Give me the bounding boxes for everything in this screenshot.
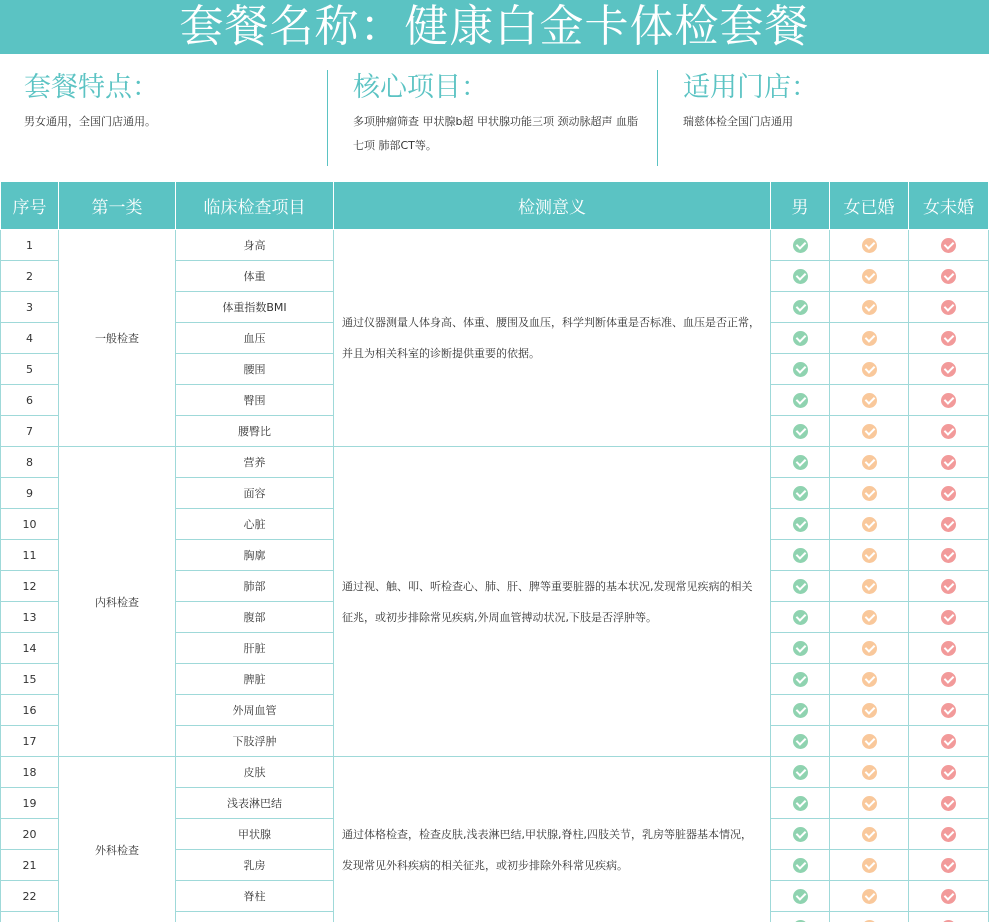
row-number: 1: [1, 230, 59, 261]
check-circle-icon: [862, 455, 877, 470]
row-number: 18: [1, 757, 59, 788]
divider: [327, 70, 328, 166]
row-number: 3: [1, 292, 59, 323]
row-number: 12: [1, 571, 59, 602]
check-circle-icon: [941, 455, 956, 470]
check-circle-icon: [862, 827, 877, 842]
check-circle-icon: [793, 269, 808, 284]
row-number: 17: [1, 726, 59, 757]
male-check-cell: [771, 819, 830, 850]
female-married-check-cell: [830, 881, 909, 912]
check-circle-icon: [862, 486, 877, 501]
row-number: 6: [1, 385, 59, 416]
package-features: [0, 54, 989, 182]
exam-item: 体重: [176, 261, 334, 292]
exam-item: [176, 912, 334, 922]
check-circle-icon: [793, 827, 808, 842]
male-check-cell: [771, 509, 830, 540]
female-unmarried-check-cell: [909, 664, 989, 695]
header-meaning: 检测意义: [334, 182, 771, 230]
male-check-cell: [771, 757, 830, 788]
check-circle-icon: [793, 300, 808, 315]
row-number: 7: [1, 416, 59, 447]
feature-text: 多项肿瘤筛查 甲状腺b超 甲状腺功能三项 颈动脉超声 血脂七项 肺部CT等。: [353, 115, 638, 152]
female-unmarried-check-cell: [909, 230, 989, 261]
male-check-cell: [771, 416, 830, 447]
check-circle-icon: [793, 362, 808, 377]
female-unmarried-check-cell: [909, 385, 989, 416]
header-category: 第一类: [59, 182, 176, 230]
check-circle-icon: [793, 579, 808, 594]
row-number: 13: [1, 602, 59, 633]
female-unmarried-check-cell: [909, 788, 989, 819]
feature-block-stores: [683, 70, 973, 166]
female-married-check-cell: [830, 540, 909, 571]
check-circle-icon: [862, 269, 877, 284]
check-circle-icon: [862, 796, 877, 811]
check-circle-icon: [862, 548, 877, 563]
male-check-cell: [771, 726, 830, 757]
check-circle-icon: [941, 331, 956, 346]
row-number: 5: [1, 354, 59, 385]
female-married-check-cell: [830, 602, 909, 633]
check-circle-icon: [941, 858, 956, 873]
check-circle-icon: [862, 858, 877, 873]
exam-item: 面容: [176, 478, 334, 509]
exam-table: [0, 182, 989, 922]
female-unmarried-check-cell: [909, 633, 989, 664]
check-circle-icon: [793, 455, 808, 470]
female-married-check-cell: [830, 757, 909, 788]
exam-item: 体重指数BMI: [176, 292, 334, 323]
row-number: 20: [1, 819, 59, 850]
check-circle-icon: [793, 238, 808, 253]
female-married-check-cell: [830, 664, 909, 695]
exam-item: 乳房: [176, 850, 334, 881]
table-row: [1, 757, 989, 788]
check-circle-icon: [941, 238, 956, 253]
exam-item: 腰臀比: [176, 416, 334, 447]
female-married-check-cell: [830, 354, 909, 385]
check-circle-icon: [862, 672, 877, 687]
male-check-cell: [771, 354, 830, 385]
check-circle-icon: [862, 300, 877, 315]
female-unmarried-check-cell: [909, 323, 989, 354]
female-unmarried-check-cell: [909, 354, 989, 385]
female-unmarried-check-cell: [909, 602, 989, 633]
meaning-cell: 通过体格检查，检查皮肤,浅表淋巴结,甲状腺,脊柱,四肢关节，乳房等脏器基本情况，发现常见外科疾病的相关征兆，或初步排除外科常见疾病。: [334, 757, 771, 922]
category-cell: 内科检查: [59, 447, 176, 757]
check-circle-icon: [793, 796, 808, 811]
feature-block-core-items: [353, 70, 645, 166]
row-number: 21: [1, 850, 59, 881]
check-circle-icon: [793, 331, 808, 346]
check-circle-icon: [862, 579, 877, 594]
header-male: 男: [771, 182, 830, 230]
check-circle-icon: [941, 269, 956, 284]
male-check-cell: [771, 695, 830, 726]
exam-item: 胸廓: [176, 540, 334, 571]
check-circle-icon: [941, 672, 956, 687]
male-check-cell: [771, 850, 830, 881]
feature-heading: 核心项目：: [353, 72, 488, 103]
male-check-cell: [771, 912, 830, 922]
check-circle-icon: [941, 610, 956, 625]
check-circle-icon: [793, 517, 808, 532]
female-unmarried-check-cell: [909, 478, 989, 509]
check-circle-icon: [862, 703, 877, 718]
female-unmarried-check-cell: [909, 757, 989, 788]
exam-item: 腰围: [176, 354, 334, 385]
row-number: 2: [1, 261, 59, 292]
row-number: [1, 912, 59, 922]
row-number: 16: [1, 695, 59, 726]
male-check-cell: [771, 478, 830, 509]
table-row: [1, 447, 989, 478]
category-cell: 外科检查: [59, 757, 176, 922]
feature-heading: 适用门店：: [683, 72, 818, 103]
check-circle-icon: [941, 641, 956, 656]
exam-item: 浅表淋巴结: [176, 788, 334, 819]
check-circle-icon: [793, 765, 808, 780]
check-circle-icon: [793, 610, 808, 625]
check-circle-icon: [862, 517, 877, 532]
male-check-cell: [771, 602, 830, 633]
male-check-cell: [771, 633, 830, 664]
female-married-check-cell: [830, 695, 909, 726]
male-check-cell: [771, 664, 830, 695]
check-circle-icon: [862, 238, 877, 253]
check-circle-icon: [862, 424, 877, 439]
check-circle-icon: [941, 393, 956, 408]
feature-block-characteristics: [24, 70, 314, 166]
row-number: 14: [1, 633, 59, 664]
check-circle-icon: [793, 486, 808, 501]
female-unmarried-check-cell: [909, 509, 989, 540]
check-circle-icon: [862, 393, 877, 408]
exam-item: 下肢浮肿: [176, 726, 334, 757]
female-unmarried-check-cell: [909, 292, 989, 323]
header-female-unmarried: 女未婚: [909, 182, 989, 230]
table-row: [1, 230, 989, 261]
check-circle-icon: [793, 889, 808, 904]
exam-item: 血压: [176, 323, 334, 354]
exam-item: 肝脏: [176, 633, 334, 664]
female-married-check-cell: [830, 447, 909, 478]
check-circle-icon: [941, 517, 956, 532]
exam-item: 腹部: [176, 602, 334, 633]
male-check-cell: [771, 261, 830, 292]
female-married-check-cell: [830, 571, 909, 602]
check-circle-icon: [941, 827, 956, 842]
check-circle-icon: [793, 734, 808, 749]
check-circle-icon: [941, 300, 956, 315]
header-female-married: 女已婚: [830, 182, 909, 230]
male-check-cell: [771, 881, 830, 912]
feature-heading: 套餐特点：: [24, 72, 159, 103]
female-unmarried-check-cell: [909, 261, 989, 292]
check-circle-icon: [862, 765, 877, 780]
header-no: 序号: [1, 182, 59, 230]
check-circle-icon: [941, 889, 956, 904]
male-check-cell: [771, 540, 830, 571]
female-married-check-cell: [830, 292, 909, 323]
check-circle-icon: [793, 548, 808, 563]
row-number: 8: [1, 447, 59, 478]
female-unmarried-check-cell: [909, 416, 989, 447]
row-number: 9: [1, 478, 59, 509]
female-married-check-cell: [830, 912, 909, 922]
exam-item: 臀围: [176, 385, 334, 416]
check-circle-icon: [941, 486, 956, 501]
exam-item: 脾脏: [176, 664, 334, 695]
exam-item: 皮肤: [176, 757, 334, 788]
male-check-cell: [771, 230, 830, 261]
exam-item: 身高: [176, 230, 334, 261]
female-married-check-cell: [830, 385, 909, 416]
check-circle-icon: [862, 641, 877, 656]
female-married-check-cell: [830, 261, 909, 292]
female-unmarried-check-cell: [909, 912, 989, 922]
female-married-check-cell: [830, 230, 909, 261]
check-circle-icon: [793, 641, 808, 656]
female-married-check-cell: [830, 726, 909, 757]
row-number: 11: [1, 540, 59, 571]
male-check-cell: [771, 385, 830, 416]
check-circle-icon: [941, 579, 956, 594]
check-circle-icon: [793, 858, 808, 873]
row-number: 19: [1, 788, 59, 819]
female-married-check-cell: [830, 509, 909, 540]
check-circle-icon: [941, 796, 956, 811]
check-circle-icon: [793, 703, 808, 718]
check-circle-icon: [941, 734, 956, 749]
exam-item: 脊柱: [176, 881, 334, 912]
female-unmarried-check-cell: [909, 540, 989, 571]
exam-item: 甲状腺: [176, 819, 334, 850]
female-unmarried-check-cell: [909, 695, 989, 726]
row-number: 15: [1, 664, 59, 695]
check-circle-icon: [941, 765, 956, 780]
check-circle-icon: [862, 734, 877, 749]
row-number: 10: [1, 509, 59, 540]
check-circle-icon: [862, 331, 877, 346]
meaning-cell: 通过仪器测量人体身高、体重、腰围及血压，科学判断体重是否标准、血压是否正常，并且为相关科室的诊断提供重要的依据。: [334, 230, 771, 447]
feature-text: 男女通用，全国门店通用。: [24, 115, 156, 128]
page-title: 套餐名称：健康白金卡体检套餐: [0, 0, 989, 54]
female-unmarried-check-cell: [909, 850, 989, 881]
exam-item: 外周血管: [176, 695, 334, 726]
check-circle-icon: [941, 424, 956, 439]
table-body: [1, 230, 989, 922]
table-header-row: [1, 182, 989, 230]
check-circle-icon: [793, 393, 808, 408]
female-married-check-cell: [830, 633, 909, 664]
check-circle-icon: [862, 362, 877, 377]
check-circle-icon: [941, 362, 956, 377]
check-circle-icon: [793, 672, 808, 687]
female-married-check-cell: [830, 478, 909, 509]
exam-item: 肺部: [176, 571, 334, 602]
check-circle-icon: [862, 889, 877, 904]
male-check-cell: [771, 292, 830, 323]
exam-table-container: [0, 182, 989, 922]
row-number: 22: [1, 881, 59, 912]
female-married-check-cell: [830, 850, 909, 881]
female-married-check-cell: [830, 819, 909, 850]
female-unmarried-check-cell: [909, 726, 989, 757]
male-check-cell: [771, 323, 830, 354]
exam-item: 心脏: [176, 509, 334, 540]
check-circle-icon: [941, 548, 956, 563]
meaning-cell: 通过视、触、叩、听检查心、肺、肝、脾等重要脏器的基本状况,发现常见疾病的相关征兆，或初步排除常见疾病,外周血管搏动状况,下肢是否浮肿等。: [334, 447, 771, 757]
category-cell: 一般检查: [59, 230, 176, 447]
check-circle-icon: [793, 424, 808, 439]
female-married-check-cell: [830, 788, 909, 819]
female-married-check-cell: [830, 416, 909, 447]
male-check-cell: [771, 447, 830, 478]
female-unmarried-check-cell: [909, 571, 989, 602]
check-circle-icon: [862, 610, 877, 625]
female-unmarried-check-cell: [909, 447, 989, 478]
male-check-cell: [771, 788, 830, 819]
feature-text: 瑞慈体检全国门店通用: [683, 115, 793, 128]
header-item: 临床检查项目: [176, 182, 334, 230]
row-number: 4: [1, 323, 59, 354]
female-unmarried-check-cell: [909, 819, 989, 850]
female-unmarried-check-cell: [909, 881, 989, 912]
exam-item: 营养: [176, 447, 334, 478]
divider: [657, 70, 658, 166]
male-check-cell: [771, 571, 830, 602]
female-married-check-cell: [830, 323, 909, 354]
check-circle-icon: [941, 703, 956, 718]
